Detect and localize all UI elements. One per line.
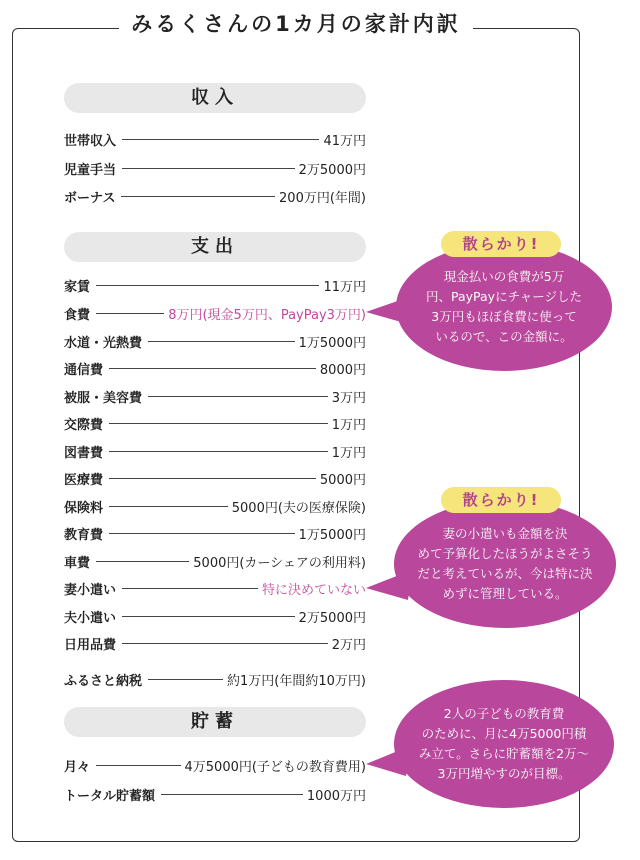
bubble-tag-1: 散らかり! [441, 231, 561, 257]
page-title: みるくさんの1カ月の家計内訳 [0, 8, 592, 38]
expense-row: 家賃 11万円 [64, 279, 366, 295]
expense-header: 支出 [64, 232, 366, 262]
savings-row: 月々 4万5000円(子どもの教育費用) [64, 759, 366, 775]
income-row: 児童手当 2万5000円 [64, 162, 366, 178]
expense-row: 医療費 5000円 [64, 472, 366, 488]
expense-row: 通信費 8000円 [64, 362, 366, 378]
expense-row: 保険料 5000円(夫の医療保険) [64, 500, 366, 516]
speech-bubble-1: 現金払いの食費が5万 円、PayPayにチャージした 3万円もほぼ食費に使って いるので、この金額に。 [396, 243, 612, 371]
bubble-tag-2: 散らかり! [441, 487, 561, 513]
expense-row: 夫小遣い 2万5000円 [64, 610, 366, 626]
expense-row: 水道・光熱費 1万5000円 [64, 335, 366, 351]
expense-row: 教育費 1万5000円 [64, 527, 366, 543]
expense-row: 図書費 1万円 [64, 445, 366, 461]
savings-header: 貯蓄 [64, 707, 366, 737]
expense-row: 車費 5000円(カーシェアの利用料) [64, 555, 366, 571]
speech-bubble-3: 2人の子どもの教育費 のために、月に4万5000円積 み立て。さらに貯蓄額を2万〜 3万円増やすのが目標。 [394, 680, 614, 808]
expense-row: 被服・美容費 3万円 [64, 390, 366, 406]
income-row: 世帯収入 41万円 [64, 133, 366, 149]
expense-row: 妻小遣い 特に決めていない [64, 582, 366, 598]
expense-row: ふるさと納税 約1万円(年間約10万円) [64, 673, 366, 689]
income-header: 収入 [64, 83, 366, 113]
savings-row: トータル貯蓄額 1000万円 [64, 788, 366, 804]
income-row: ボーナス 200万円(年間) [64, 190, 366, 206]
expense-row: 交際費 1万円 [64, 417, 366, 433]
expense-row: 日用品費 2万円 [64, 637, 366, 653]
speech-bubble-2: 妻の小遣いも金額を決 めて予算化したほうがよさそう だと考えているが、今は特に決 めずに管理している。 [394, 500, 616, 628]
expense-row: 食費 8万円(現金5万円、PayPay3万円) [64, 307, 366, 323]
